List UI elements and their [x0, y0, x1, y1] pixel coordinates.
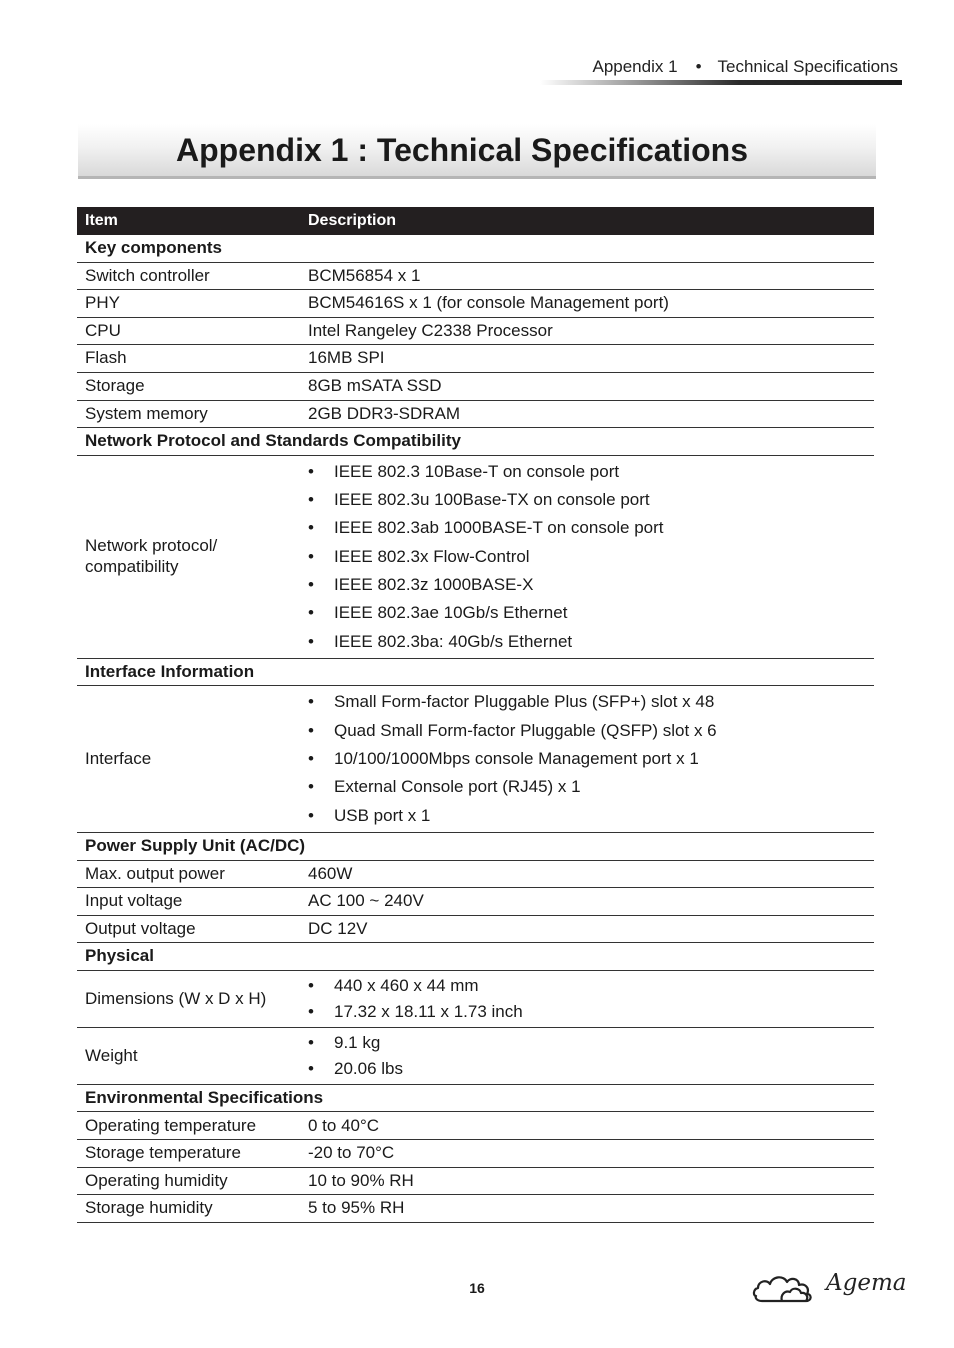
list-item: • 20.06 lbs: [308, 1056, 874, 1082]
row-label: Flash: [77, 345, 300, 373]
row-value: 16MB SPI: [300, 345, 874, 373]
list-item: • IEEE 802.3ae 10Gb/s Ethernet: [308, 599, 874, 627]
row-label: Dimensions (W x D x H): [77, 970, 300, 1027]
table-row-dimensions: [77, 970, 874, 1027]
list-item: • Quad Small Form-factor Pluggable (QSFP) slot x 6: [308, 717, 874, 745]
row-label: Weight: [77, 1027, 300, 1084]
table-row-network: [77, 455, 874, 658]
list-item: • 17.32 x 18.11 x 1.73 inch: [308, 999, 874, 1025]
table-row: [77, 290, 874, 318]
row-value-list: [300, 686, 874, 832]
cloud-icon: [752, 1266, 824, 1304]
table-row: [77, 400, 874, 428]
section-heading: Key components: [77, 235, 874, 262]
row-label: System memory: [77, 400, 300, 428]
row-value: 5 to 95% RH: [300, 1195, 874, 1223]
section-heading: Network Protocol and Standards Compatibility: [77, 428, 874, 456]
table-row: [77, 1195, 874, 1223]
table-row: [77, 915, 874, 943]
list-item: • IEEE 802.3z 1000BASE-X: [308, 571, 874, 599]
row-label: Interface: [77, 686, 300, 832]
header-item: Item: [77, 207, 300, 235]
running-header-title: Technical Specifications: [717, 57, 898, 76]
row-value-list: [300, 1027, 874, 1084]
list-item: • IEEE 802.3 10Base-T on console port: [308, 458, 874, 486]
row-label: CPU: [77, 317, 300, 345]
row-label: Max. output power: [77, 860, 300, 888]
row-value: Intel Rangeley C2338 Processor: [300, 317, 874, 345]
table-row: [77, 345, 874, 373]
bullet-list: [308, 458, 874, 656]
row-value: BCM54616S x 1 (for console Management port): [300, 290, 874, 318]
section-row-environmental: [77, 1084, 874, 1112]
section-heading: Interface Information: [77, 658, 874, 686]
list-item: • 9.1 kg: [308, 1030, 874, 1056]
section-heading: Environmental Specifications: [77, 1084, 874, 1112]
table-row: [77, 860, 874, 888]
table-row: [77, 888, 874, 916]
header-rule: [540, 80, 902, 85]
table-header-row: [77, 207, 874, 235]
running-header: [592, 57, 898, 77]
list-item: • Small Form-factor Pluggable Plus (SFP+) slot x 48: [308, 688, 874, 716]
row-label: Operating temperature: [77, 1112, 300, 1140]
table-row: [77, 1112, 874, 1140]
row-value: -20 to 70°C: [300, 1140, 874, 1168]
row-value: 10 to 90% RH: [300, 1167, 874, 1195]
bullet-list: [308, 973, 874, 1025]
list-item: • IEEE 802.3x Flow-Control: [308, 543, 874, 571]
section-heading: Physical: [77, 943, 874, 971]
row-label-line: compatibility: [85, 556, 179, 576]
list-item: • IEEE 802.3ab 1000BASE-T on console port: [308, 514, 874, 542]
list-item: • 10/100/1000Mbps console Management port x 1: [308, 745, 874, 773]
row-value-list: [300, 455, 874, 658]
row-value: AC 100 ~ 240V: [300, 888, 874, 916]
row-value: DC 12V: [300, 915, 874, 943]
row-label: PHY: [77, 290, 300, 318]
table-row-weight: [77, 1027, 874, 1084]
row-value: 2GB DDR3-SDRAM: [300, 400, 874, 428]
title-band: [78, 124, 876, 179]
row-value: 0 to 40°C: [300, 1112, 874, 1140]
row-value-list: [300, 970, 874, 1027]
table-row: [77, 1140, 874, 1168]
row-label: Input voltage: [77, 888, 300, 916]
section-heading: Power Supply Unit (AC/DC): [77, 832, 874, 860]
page-title: Appendix 1 : Technical Specifications: [176, 132, 748, 168]
list-item: • 440 x 460 x 44 mm: [308, 973, 874, 999]
row-value: BCM56854 x 1: [300, 262, 874, 290]
section-row-physical: [77, 943, 874, 971]
table-row-interface: [77, 686, 874, 832]
table-row: [77, 317, 874, 345]
row-label: Operating humidity: [77, 1167, 300, 1195]
section-row-network: [77, 428, 874, 456]
list-item: • External Console port (RJ45) x 1: [308, 773, 874, 801]
section-row-interface: [77, 658, 874, 686]
running-header-bullet: •: [695, 57, 702, 76]
row-label: Switch controller: [77, 262, 300, 290]
section-row-key-components: [77, 235, 874, 262]
row-value: 460W: [300, 860, 874, 888]
section-row-power: [77, 832, 874, 860]
row-label: Storage temperature: [77, 1140, 300, 1168]
row-value: 8GB mSATA SSD: [300, 372, 874, 400]
row-label: [77, 455, 300, 658]
row-label: Output voltage: [77, 915, 300, 943]
table-row: [77, 262, 874, 290]
bullet-list: [308, 1030, 874, 1082]
list-item: • IEEE 802.3u 100Base-TX on console port: [308, 486, 874, 514]
row-label: Storage: [77, 372, 300, 400]
table-row: [77, 372, 874, 400]
header-description: Description: [300, 207, 874, 235]
page-number: 16: [469, 1280, 485, 1296]
list-item: • IEEE 802.3ba: 40Gb/s Ethernet: [308, 628, 874, 656]
table-row: [77, 1167, 874, 1195]
logo-text: Agema: [826, 1270, 907, 1296]
list-item: • USB port x 1: [308, 802, 874, 830]
spec-table: [77, 207, 874, 1223]
row-label-line: Network protocol/: [85, 536, 218, 556]
bullet-list: [308, 688, 874, 829]
running-header-section: Appendix 1: [592, 57, 678, 76]
row-label: Storage humidity: [77, 1195, 300, 1223]
